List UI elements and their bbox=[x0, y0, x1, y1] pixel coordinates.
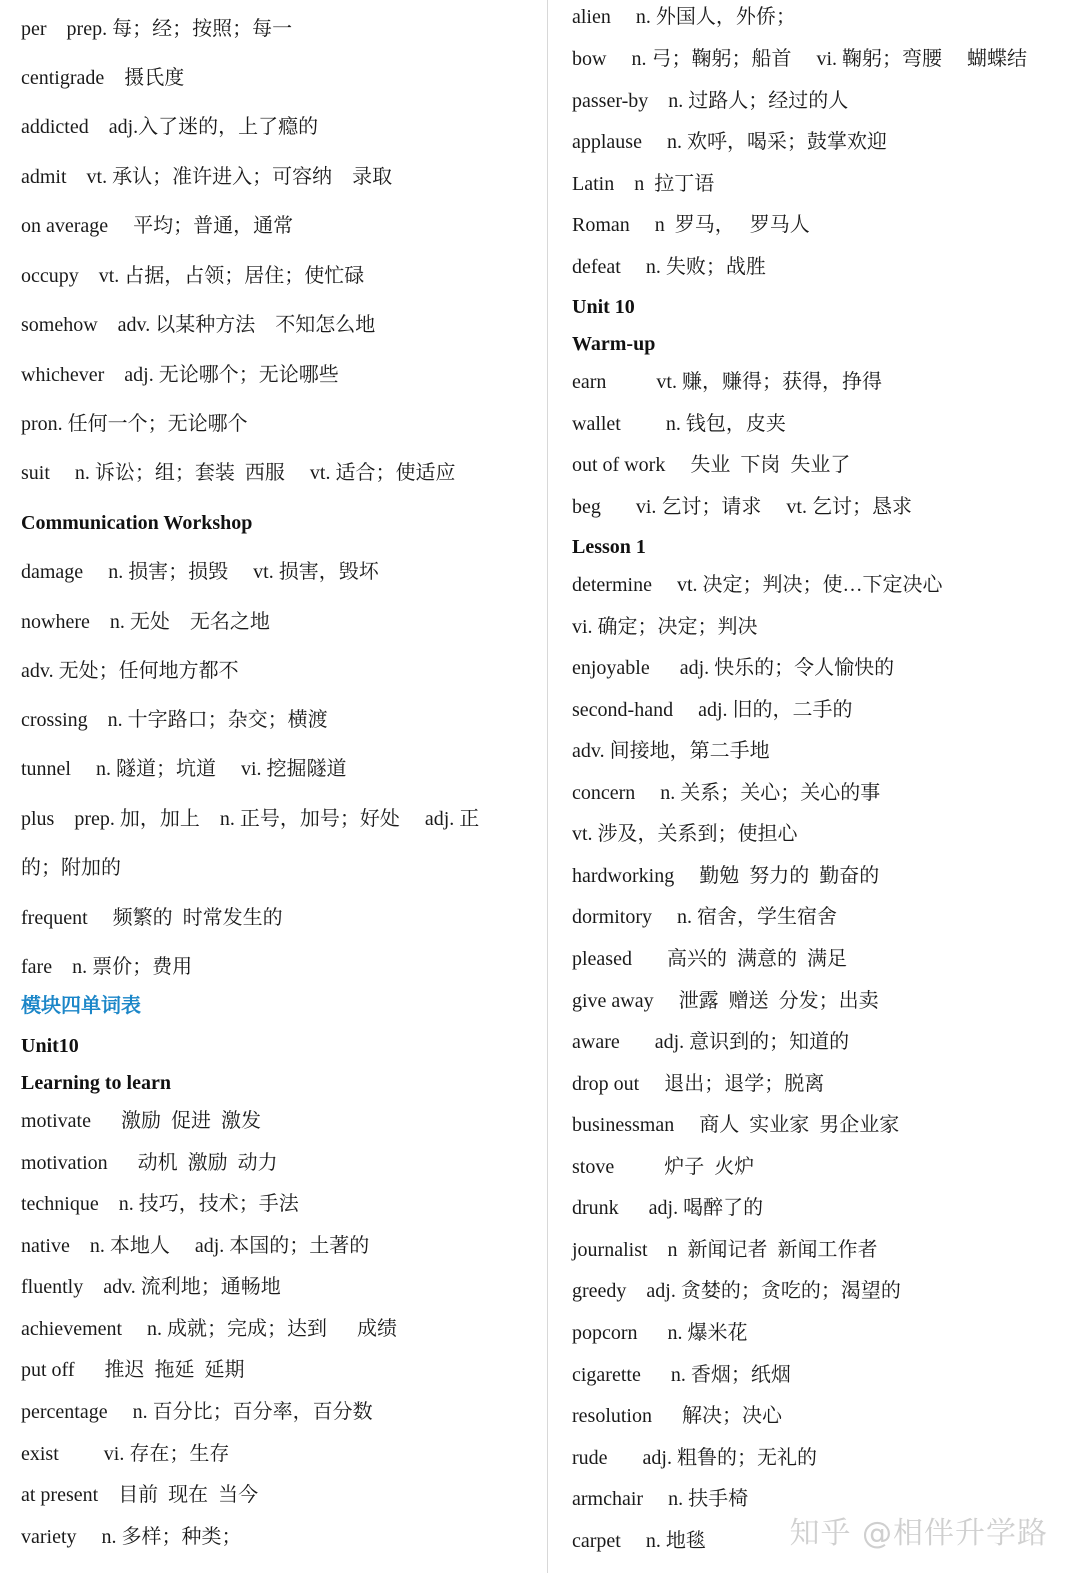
entry-exist: exist vi. 存在；生存 bbox=[21, 1443, 230, 1465]
section-heading-lesson-1: Lesson 1 bbox=[572, 536, 646, 558]
entry-stove: stove 炉子 火炉 bbox=[572, 1156, 755, 1178]
section-heading-learning-to-learn: Learning to learn bbox=[21, 1072, 171, 1094]
section-heading-warm-up: Warm-up bbox=[572, 333, 656, 355]
entry-plus-cont: 的；附加的 bbox=[21, 857, 121, 879]
entry-second-hand-adv: adv. 间接地，第二手地 bbox=[572, 740, 770, 762]
entry-beg: beg vi. 乞讨；请求 vt. 乞讨；恳求 bbox=[572, 496, 912, 518]
entry-passer-by: passer-by n. 过路人；经过的人 bbox=[572, 90, 849, 112]
entry-alien: alien n. 外国人，外侨； bbox=[572, 6, 796, 28]
module-four-title: 模块四单词表 bbox=[21, 993, 141, 1017]
entry-somehow: somehow adv. 以某种方法 不知怎么地 bbox=[21, 314, 376, 336]
entry-businessman: businessman 商人 实业家 男企业家 bbox=[572, 1114, 900, 1136]
column-divider bbox=[547, 0, 548, 1573]
entry-variety: variety n. 多样；种类； bbox=[21, 1526, 242, 1548]
entry-out-of-work: out of work 失业 下岗 失业了 bbox=[572, 454, 851, 476]
section-heading-communication-workshop: Communication Workshop bbox=[21, 512, 253, 534]
entry-wallet: wallet n. 钱包，皮夹 bbox=[572, 413, 786, 435]
entry-drunk: drunk adj. 喝醉了的 bbox=[572, 1197, 764, 1219]
watermark-text: 知乎 @相伴升学路 bbox=[789, 1516, 1048, 1551]
entry-fare: fare n. 票价；费用 bbox=[21, 956, 193, 978]
entry-technique: technique n. 技巧，技术；手法 bbox=[21, 1193, 299, 1215]
entry-defeat: defeat n. 失败；战胜 bbox=[572, 256, 766, 278]
entry-motivate: motivate 激励 促进 激发 bbox=[21, 1110, 261, 1132]
entry-native: native n. 本地人 adj. 本国的；土著的 bbox=[21, 1235, 370, 1257]
entry-hardworking: hardworking 勤勉 努力的 勤奋的 bbox=[572, 865, 880, 887]
unit-heading: Unit10 bbox=[21, 1035, 79, 1057]
entry-concern: concern n. 关系；关心；关心的事 bbox=[572, 782, 881, 804]
entry-damage: damage n. 损害；损毁 vt. 损害，毁坏 bbox=[21, 561, 379, 583]
entry-admit: admit vt. 承认；准许进入；可容纳 录取 bbox=[21, 166, 393, 188]
entry-tunnel: tunnel n. 隧道；坑道 vi. 挖掘隧道 bbox=[21, 758, 347, 780]
entry-roman: Roman n 罗马， 罗马人 bbox=[572, 214, 810, 236]
entry-nowhere-adv: adv. 无处；任何地方都不 bbox=[21, 660, 239, 682]
entry-crossing: crossing n. 十字路口；杂交；横渡 bbox=[21, 709, 328, 731]
entry-plus: plus prep. 加，加上 n. 正号，加号；好处 adj. 正 bbox=[21, 808, 480, 830]
entry-determine: determine vt. 决定；判决；使…下定决心 bbox=[572, 574, 943, 596]
entry-motivation: motivation 动机 激励 动力 bbox=[21, 1152, 278, 1174]
entry-at-present: at present 目前 现在 当今 bbox=[21, 1484, 259, 1506]
entry-addicted: addicted adj.入了迷的，上了瘾的 bbox=[21, 116, 319, 138]
entry-give-away: give away 泄露 赠送 分发；出卖 bbox=[572, 990, 879, 1012]
entry-second-hand: second-hand adj. 旧的，二手的 bbox=[572, 699, 853, 721]
entry-frequent: frequent 频繁的 时常发生的 bbox=[21, 907, 283, 929]
entry-drop-out: drop out 退出；退学；脱离 bbox=[572, 1073, 825, 1095]
entry-put-off: put off 推迟 拖延 延期 bbox=[21, 1359, 245, 1381]
entry-per: per prep. 每；经；按照；每一 bbox=[21, 18, 293, 40]
entry-applause: applause n. 欢呼，喝采；鼓掌欢迎 bbox=[572, 131, 887, 153]
entry-carpet: carpet n. 地毯 bbox=[572, 1530, 706, 1552]
entry-armchair: armchair n. 扶手椅 bbox=[572, 1488, 749, 1510]
entry-enjoyable: enjoyable adj. 快乐的；令人愉快的 bbox=[572, 657, 895, 679]
unit-10-heading: Unit 10 bbox=[572, 296, 635, 318]
entry-determine-vi: vi. 确定；决定；判决 bbox=[572, 616, 758, 638]
entry-pron: pron. 任何一个；无论哪个 bbox=[21, 413, 248, 435]
entry-pleased: pleased 高兴的 满意的 满足 bbox=[572, 948, 847, 970]
entry-whichever: whichever adj. 无论哪个；无论哪些 bbox=[21, 364, 339, 386]
entry-on-average: on average 平均；普通，通常 bbox=[21, 215, 294, 237]
entry-resolution: resolution 解决；决心 bbox=[572, 1405, 782, 1427]
entry-dormitory: dormitory n. 宿舍，学生宿舍 bbox=[572, 906, 837, 928]
entry-centigrade: centigrade 摄氏度 bbox=[21, 67, 185, 89]
entry-journalist: journalist n 新闻记者 新闻工作者 bbox=[572, 1239, 878, 1261]
entry-fluently: fluently adv. 流利地；通畅地 bbox=[21, 1276, 281, 1298]
entry-greedy: greedy adj. 贪婪的；贪吃的；渴望的 bbox=[572, 1280, 901, 1302]
entry-occupy: occupy vt. 占据，占领；居住；使忙碌 bbox=[21, 265, 365, 287]
entry-latin: Latin n 拉丁语 bbox=[572, 173, 715, 195]
entry-aware: aware adj. 意识到的；知道的 bbox=[572, 1031, 850, 1053]
entry-cigarette: cigarette n. 香烟；纸烟 bbox=[572, 1364, 791, 1386]
entry-rude: rude adj. 粗鲁的；无礼的 bbox=[572, 1447, 817, 1469]
entry-popcorn: popcorn n. 爆米花 bbox=[572, 1322, 748, 1344]
entry-suit: suit n. 诉讼；组；套装 西服 vt. 适合；使适应 bbox=[21, 462, 456, 484]
entry-achievement: achievement n. 成就；完成；达到 成绩 bbox=[21, 1318, 398, 1340]
entry-bow: bow n. 弓；鞠躬；船首 vi. 鞠躬；弯腰 蝴蝶结 bbox=[572, 48, 1027, 70]
entry-earn: earn vt. 赚，赚得；获得，挣得 bbox=[572, 371, 882, 393]
entry-nowhere: nowhere n. 无处 无名之地 bbox=[21, 611, 270, 633]
entry-percentage: percentage n. 百分比；百分率，百分数 bbox=[21, 1401, 373, 1423]
entry-concern-vt: vt. 涉及，关系到；使担心 bbox=[572, 823, 798, 845]
